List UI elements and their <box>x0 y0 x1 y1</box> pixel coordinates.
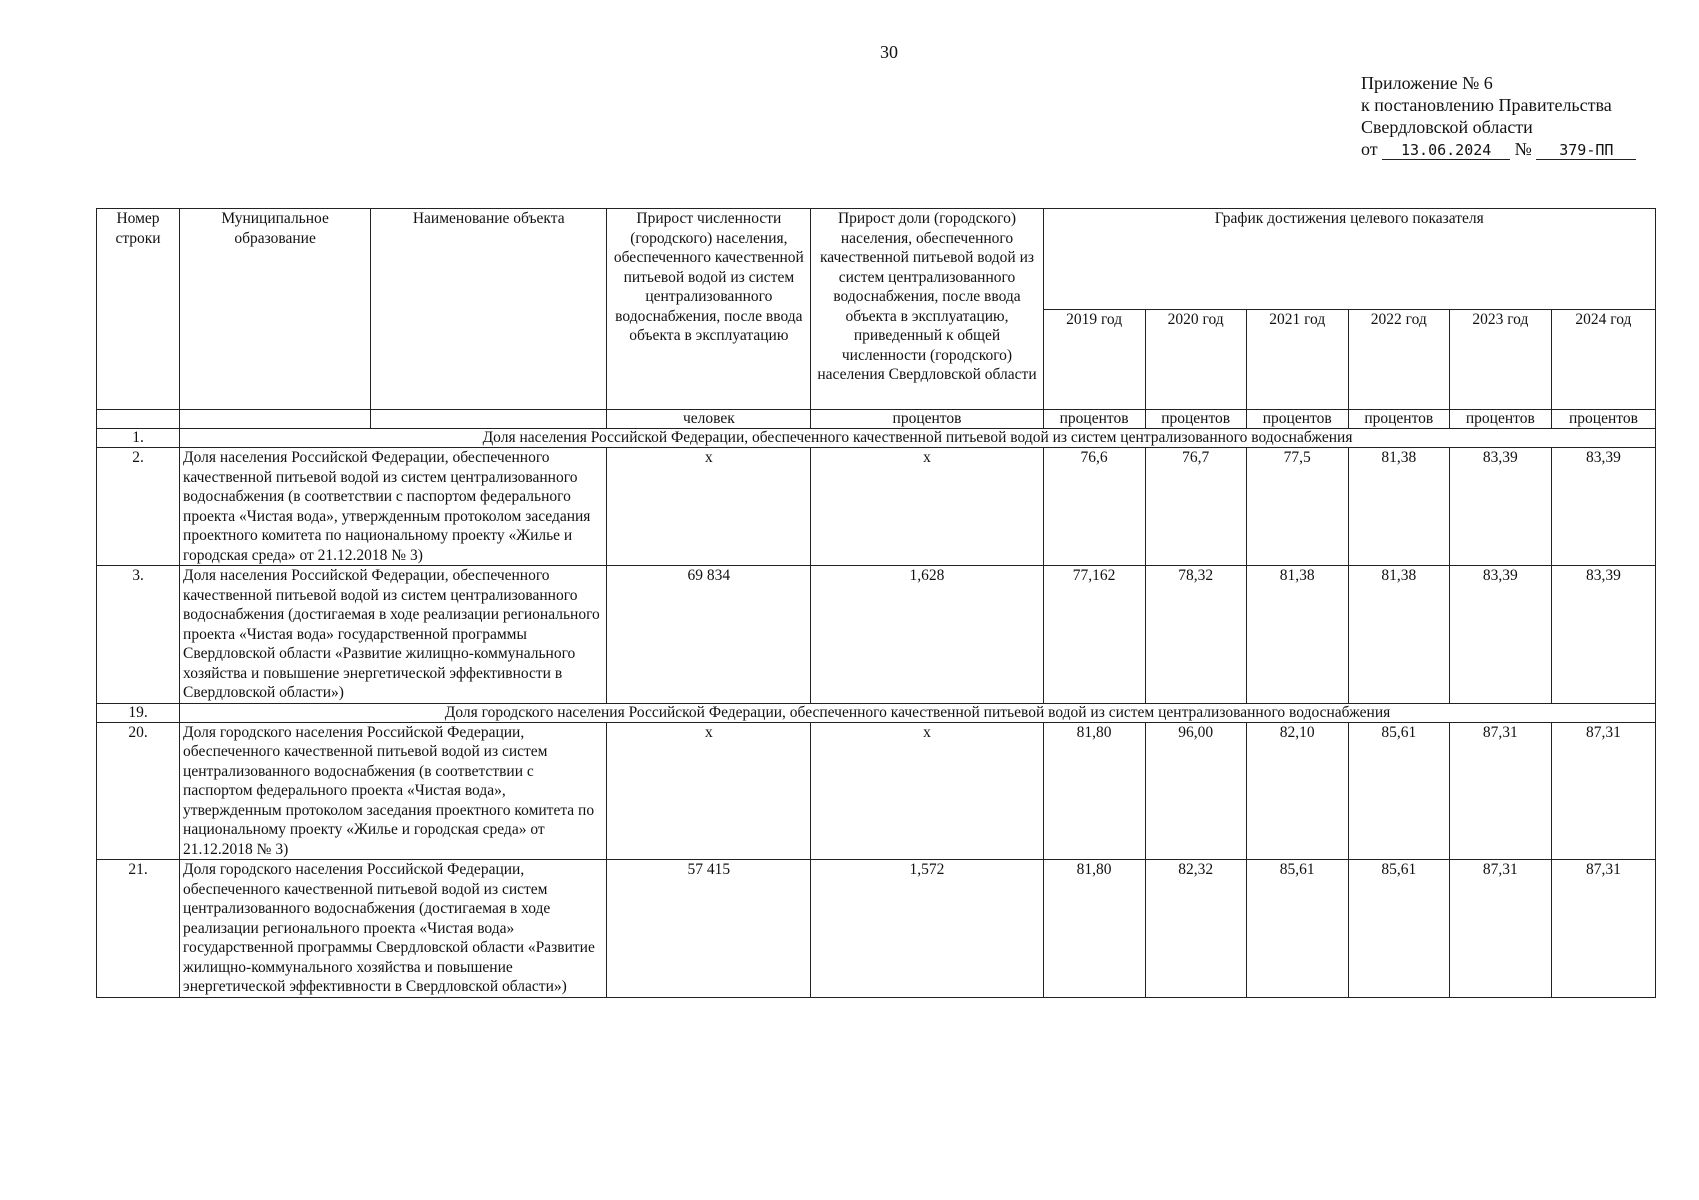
section-row <box>97 429 1656 448</box>
header-increase-count: Прирост численности (городского) населения, обеспеченного качественной питьевой водой из систем централизованного водоснабжения, после ввода объекта в эксплуатацию <box>607 209 811 410</box>
row-value: 76,7 <box>1145 448 1246 566</box>
row-value: 87,31 <box>1551 860 1655 998</box>
unit-empty <box>180 410 371 429</box>
row-description: Доля городского населения Российской Федерации, обеспеченного качественной питьевой водой из систем централизованного водоснабжения (в соответствии с паспортом федерального проекта «Чистая вода», утвержденным протоколом заседания проектного комитета по национальному проекту «Жилье и городская среда» от 21.12.2018 № 3) <box>180 722 607 860</box>
row-count-increase: x <box>607 722 811 860</box>
row-value: 81,38 <box>1348 566 1449 704</box>
table-row <box>97 566 1656 704</box>
row-value: 87,31 <box>1449 722 1551 860</box>
row-count-increase: 69 834 <box>607 566 811 704</box>
section-number: 19. <box>97 703 180 722</box>
row-value: 87,31 <box>1551 722 1655 860</box>
unit-share: процентов <box>811 410 1043 429</box>
row-value: 83,39 <box>1551 566 1655 704</box>
date-prefix: от <box>1361 139 1378 159</box>
row-share-increase: x <box>811 448 1043 566</box>
row-value: 87,31 <box>1449 860 1551 998</box>
header-row-1 <box>97 209 1656 310</box>
row-value: 78,32 <box>1145 566 1246 704</box>
header-increase-share: Прирост доли (городского) населения, обеспеченного качественной питьевой водой из систем централизованного водоснабжения, после ввода объекта в эксплуатацию, приведенный к общей численности (городского) населения Свердловской области <box>811 209 1043 410</box>
header-municipality: Муниципальное образование <box>180 209 371 410</box>
section-row <box>97 703 1656 722</box>
unit-year: процентов <box>1246 410 1348 429</box>
row-value: 96,00 <box>1145 722 1246 860</box>
resolution-date: 13.06.2024 <box>1382 141 1510 160</box>
row-value: 83,39 <box>1449 566 1551 704</box>
appendix-line-2: к постановлению Правительства <box>1361 95 1612 115</box>
row-value: 77,5 <box>1246 448 1348 566</box>
header-year: 2022 год <box>1348 309 1449 410</box>
row-value: 85,61 <box>1348 722 1449 860</box>
unit-year: процентов <box>1449 410 1551 429</box>
section-number: 1. <box>97 429 180 448</box>
row-value: 81,38 <box>1246 566 1348 704</box>
row-description: Доля населения Российской Федерации, обеспеченного качественной питьевой водой из систем централизованного водоснабжения (в соответствии с паспортом федерального проекта «Чистая вода», утвержденным протоколом заседания проектного комитета по национальному проекту «Жилье и городская среда» от 21.12.2018 № 3) <box>180 448 607 566</box>
row-number: 2. <box>97 448 180 566</box>
header-year: 2019 год <box>1043 309 1145 410</box>
row-value: 81,80 <box>1043 722 1145 860</box>
unit-count: человек <box>607 410 811 429</box>
row-value: 81,38 <box>1348 448 1449 566</box>
unit-year: процентов <box>1551 410 1655 429</box>
row-value: 81,80 <box>1043 860 1145 998</box>
resolution-number: 379-ПП <box>1536 141 1636 160</box>
row-value: 77,162 <box>1043 566 1145 704</box>
number-prefix: № <box>1514 139 1532 159</box>
table-row <box>97 722 1656 860</box>
row-count-increase: 57 415 <box>607 860 811 998</box>
section-title: Доля городского населения Российской Федерации, обеспеченного качественной питьевой водой из систем централизованного водоснабжения <box>180 703 1656 722</box>
header-object-name: Наименование объекта <box>371 209 607 410</box>
units-row <box>97 410 1656 429</box>
unit-year: процентов <box>1348 410 1449 429</box>
unit-year: процентов <box>1145 410 1246 429</box>
row-description: Доля населения Российской Федерации, обеспеченного качественной питьевой водой из систем централизованного водоснабжения (достигаемая в ходе реализации регионального проекта «Чистая вода» государственной программы Свердловской области «Развитие жилищно-коммунального хозяйства и повышение энергетической эффективности в Свердловской области») <box>180 566 607 704</box>
row-value: 82,32 <box>1145 860 1246 998</box>
unit-empty <box>97 410 180 429</box>
row-share-increase: x <box>811 722 1043 860</box>
row-value: 83,39 <box>1449 448 1551 566</box>
table-body <box>97 209 1656 998</box>
target-indicator-table <box>96 208 1656 998</box>
appendix-line-1: Приложение № 6 <box>1361 73 1493 93</box>
page-number: 30 <box>880 42 898 62</box>
row-value: 83,39 <box>1551 448 1655 566</box>
row-share-increase: 1,628 <box>811 566 1043 704</box>
row-share-increase: 1,572 <box>811 860 1043 998</box>
row-value: 85,61 <box>1348 860 1449 998</box>
unit-empty <box>371 410 607 429</box>
section-title: Доля населения Российской Федерации, обеспеченного качественной питьевой водой из систем централизованного водоснабжения <box>180 429 1656 448</box>
row-value: 82,10 <box>1246 722 1348 860</box>
appendix-header <box>1361 72 1636 160</box>
appendix-date-line <box>1361 138 1636 160</box>
row-description: Доля городского населения Российской Федерации, обеспеченного качественной питьевой водой из систем централизованного водоснабжения (достигаемая в ходе реализации регионального проекта «Чистая вода» государственной программы Свердловской области «Развитие жилищно-коммунального хозяйства и повышение энергетической эффективности в Свердловской области») <box>180 860 607 998</box>
header-year: 2020 год <box>1145 309 1246 410</box>
row-number: 20. <box>97 722 180 860</box>
appendix-line-3: Свердловской области <box>1361 117 1533 137</box>
header-year: 2023 год <box>1449 309 1551 410</box>
row-number: 3. <box>97 566 180 704</box>
row-value: 85,61 <box>1246 860 1348 998</box>
row-number: 21. <box>97 860 180 998</box>
header-year: 2021 год <box>1246 309 1348 410</box>
unit-year: процентов <box>1043 410 1145 429</box>
row-value: 76,6 <box>1043 448 1145 566</box>
header-year: 2024 год <box>1551 309 1655 410</box>
table-row <box>97 860 1656 998</box>
header-schedule: График достижения целевого показателя <box>1043 209 1655 310</box>
header-row-number: Номер строки <box>97 209 180 410</box>
row-count-increase: x <box>607 448 811 566</box>
table-row <box>97 448 1656 566</box>
